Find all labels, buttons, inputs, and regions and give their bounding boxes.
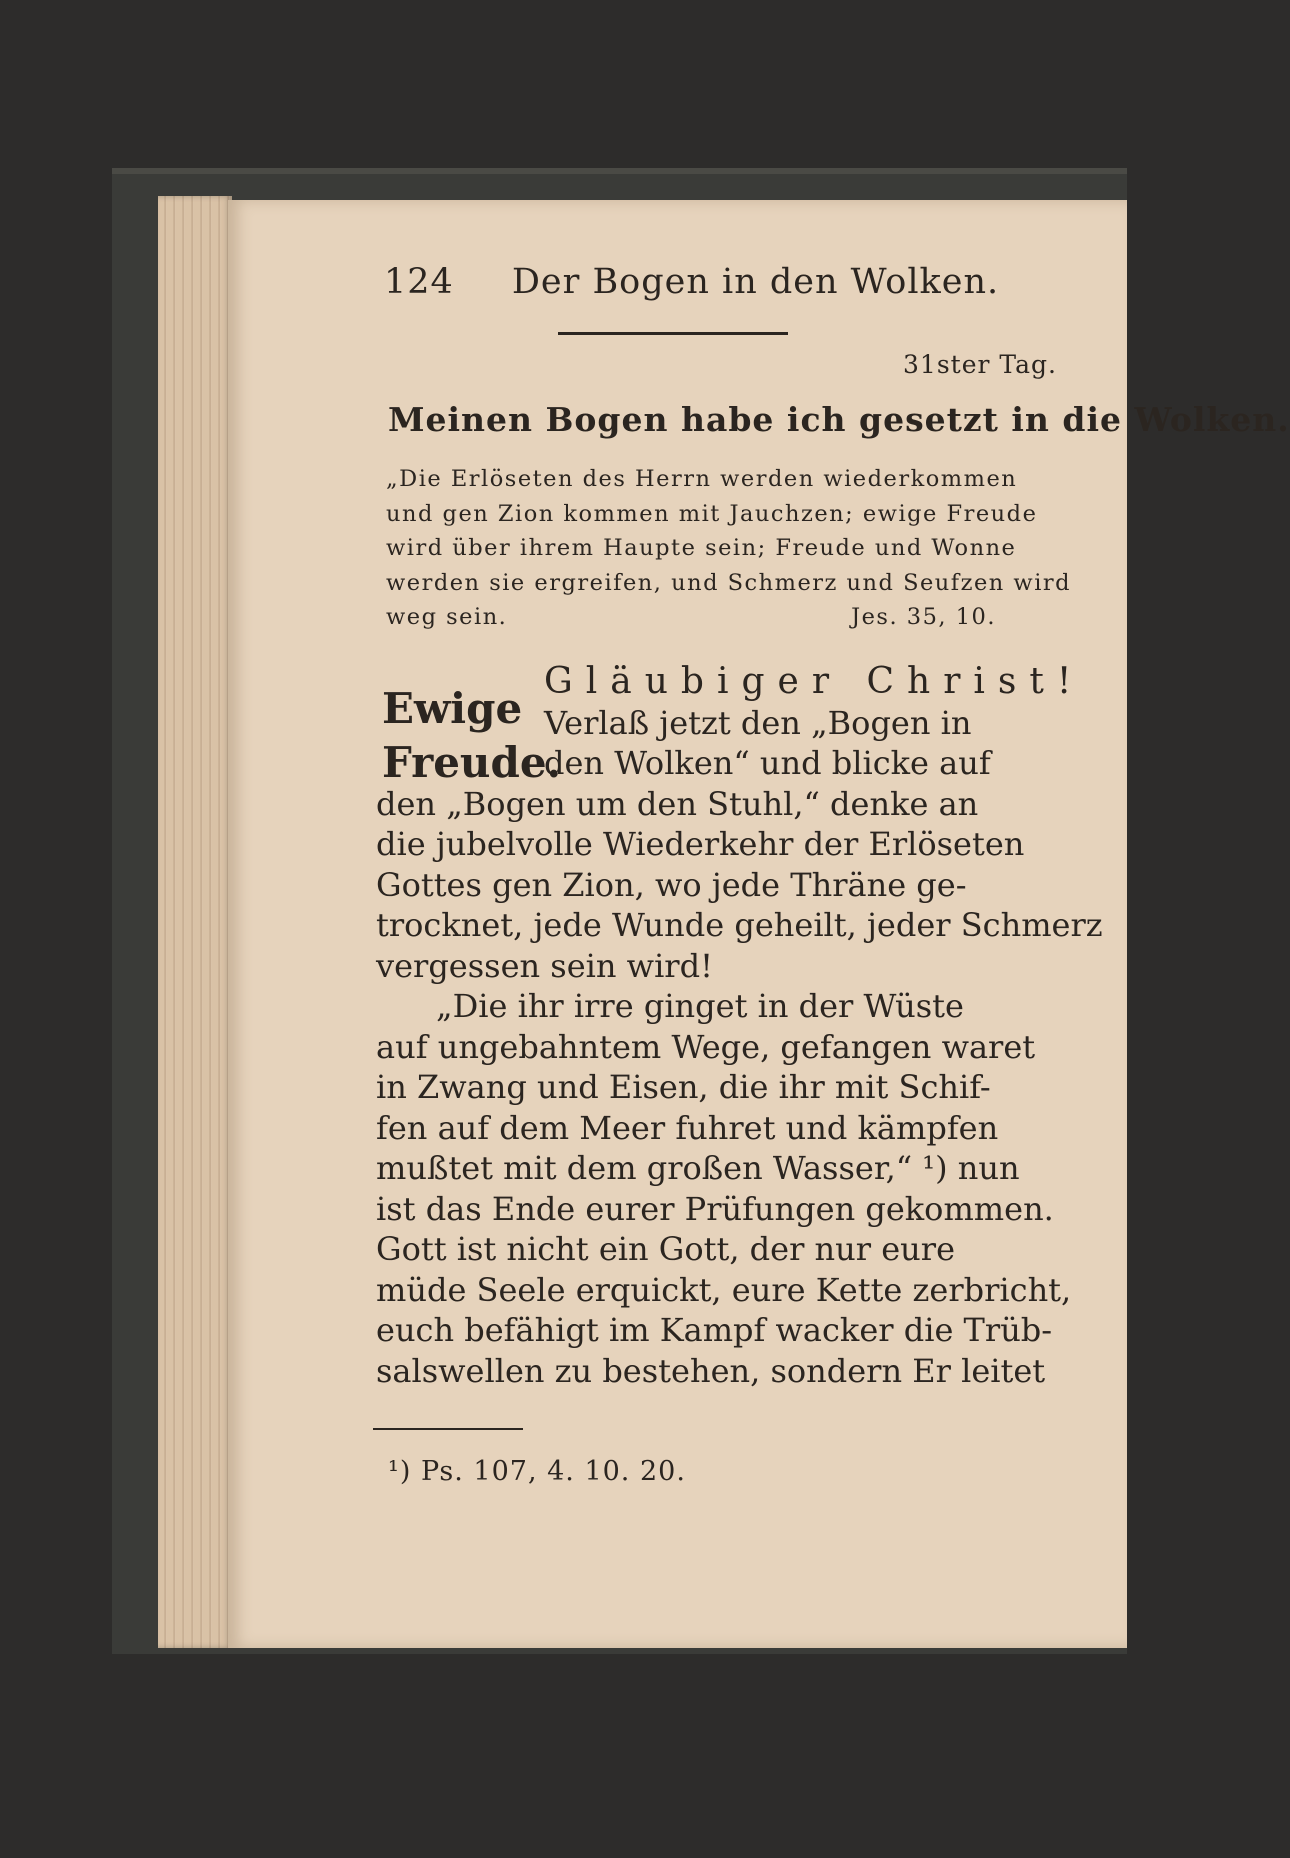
quote-line: weg sein. [386, 604, 508, 630]
body-line: in Zwang und Eisen, die ihr mit Schif- [376, 1068, 991, 1106]
body-line: den Wolken“ und blicke auf [544, 744, 991, 782]
body-line: „Die ihr irre ginget in der Wüste [436, 987, 964, 1025]
page-content [228, 200, 1290, 1648]
page-number: 124 [384, 262, 454, 302]
quote-last-line [386, 600, 1046, 635]
quote-line: werden sie ergreifen, und Schmerz und Seufzen wird [386, 569, 1072, 596]
margin-heading-line: Ewige [382, 684, 523, 733]
quote-line: wird über ihrem Haupte sein; Freude und Wonne [386, 535, 1017, 561]
body-line: den „Bogen um den Stuhl,“ denke an [376, 784, 979, 823]
running-title: Der Bogen in den Wolken. [511, 262, 1000, 302]
body-line: Verlaß jetzt den „Bogen in [544, 703, 972, 742]
header-rule [558, 332, 788, 335]
quote-line: und gen Zion kommen mit Jauchzen; ewige Freude [386, 500, 1038, 527]
page-edges [158, 196, 232, 1648]
body-text [376, 661, 1103, 1391]
body-line: vergessen sein wird! [376, 946, 713, 985]
scripture-quote [386, 462, 1072, 635]
footnote-rule [373, 1428, 523, 1430]
body-line: trocknet, jede Wunde geheilt, jeder Schmerz [376, 906, 1103, 944]
quote-reference: Jes. 35, 10. [851, 604, 996, 630]
body-line: auf ungebahntem Wege, gefangen waret [376, 1027, 1036, 1066]
body-line: die jubelvolle Wiederkehr der Erlöseten [376, 825, 1025, 863]
body-line: fen auf dem Meer fuhret und kämpfen [376, 1108, 999, 1147]
quote-line: „Die Erlöseten des Herrn werden wiederkommen [386, 466, 1018, 492]
body-line: müde Seele erquickt, eure Kette zerbricht, [376, 1270, 1072, 1309]
book-page [228, 200, 1290, 1648]
body-line: ist das Ende eurer Prüfungen gekommen. [376, 1189, 1054, 1228]
body-line: mußtet mit dem großen Wasser,“ ¹) nun [376, 1149, 1020, 1187]
body-line: salswellen zu bestehen, sondern Er leitet [376, 1351, 1046, 1390]
footnote: ¹) Ps. 107, 4. 10. 20. [388, 1456, 686, 1487]
running-header [384, 262, 1034, 302]
motto-heading: Meinen Bogen habe ich gesetzt in die Wolken. [388, 400, 1290, 439]
body-line: euch befähigt im Kampf wacker die Trüb- [376, 1311, 1053, 1349]
body-line: Gläubiger Christ! [544, 661, 1085, 702]
body-line: Gottes gen Zion, wo jede Thräne ge- [376, 865, 967, 904]
margin-heading-line: Freude. [382, 738, 562, 787]
day-label: 31ster Tag. [903, 350, 1057, 379]
body-line: Gott ist nicht ein Gott, der nur eure [376, 1230, 956, 1268]
